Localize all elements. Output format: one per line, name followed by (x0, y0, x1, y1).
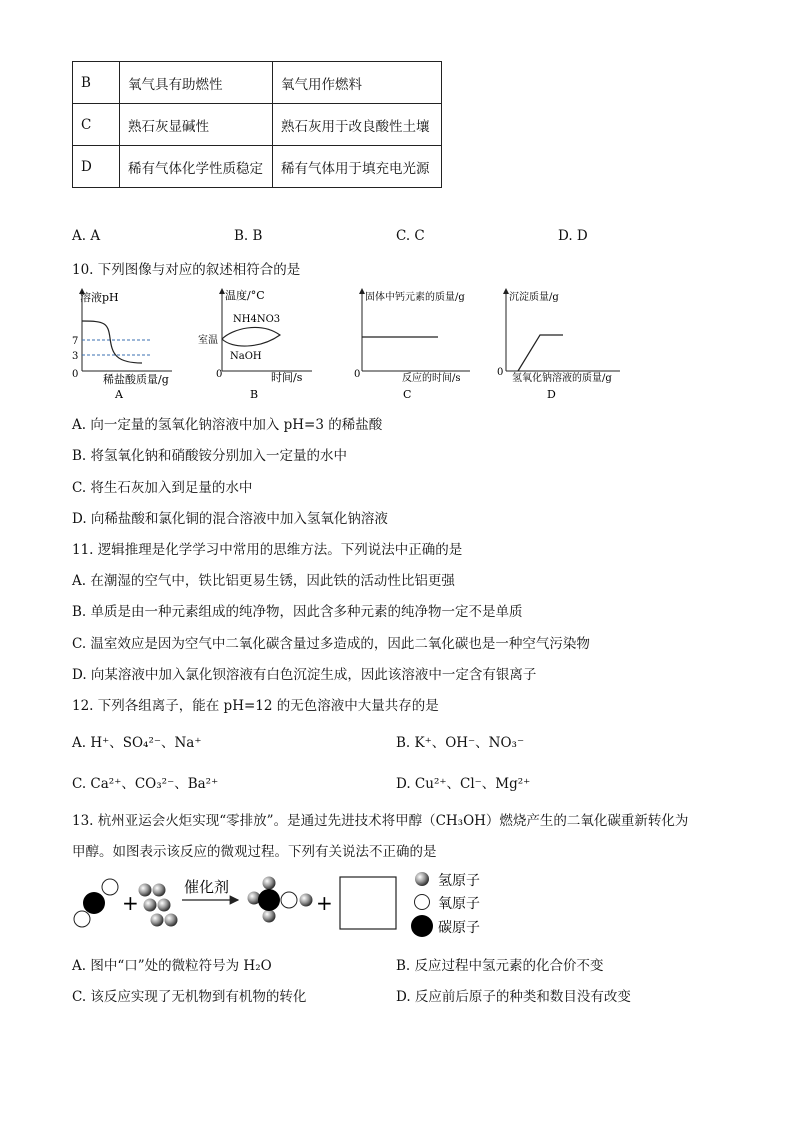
graph-b-naoh: NaOH (230, 351, 262, 362)
row-property: 熟石灰显碱性 (120, 104, 273, 146)
graph-d-xlabel: 氢氧化钠溶液的质量/g (512, 373, 612, 384)
q10-stem: 10. 下列图像与对应的叙述相符合的是 (72, 262, 301, 278)
reaction-diagram (66, 866, 506, 946)
graph-b-curves (222, 327, 280, 346)
graph-a-ylabel: 溶液pH (80, 291, 119, 304)
legend-oxygen: 氧原子 (438, 896, 480, 912)
graph-a-tick-7: 7 (72, 336, 79, 347)
q11-option-b: B. 单质是由一种元素组成的纯净物，因此含多种元素的纯净物一定不是单质 (72, 604, 523, 620)
q12-option-b: B. K⁺、OH⁻、NO₃⁻ (396, 735, 525, 751)
q10-option-a: A. 向一定量的氢氧化钠溶液中加入 pH=3 的稀盐酸 (72, 417, 383, 433)
q12-option-c: C. Ca²⁺、CO₃²⁻、Ba²⁺ (72, 776, 219, 792)
atom-legend (411, 872, 480, 937)
q9-option-d: D. D (558, 228, 588, 244)
q9-option-a: A. A (72, 228, 101, 244)
graph-d-caption: D (547, 388, 556, 401)
q13-option-d: D. 反应前后原子的种类和数目没有改变 (396, 989, 631, 1005)
row-label: D (73, 146, 120, 188)
graph-c (354, 290, 470, 401)
row-property: 氧气具有助燃性 (120, 62, 273, 104)
q13-stem-line2: 甲醇。如图表示该反应的微观过程。下列有关说法不正确的是 (72, 844, 437, 860)
q10-graphs (60, 283, 640, 405)
graph-a-caption: A (115, 388, 123, 401)
q12-option-a: A. H⁺、SO₄²⁻、Na⁺ (72, 735, 202, 751)
row-use: 稀有气体用于填充电光源 (273, 146, 442, 188)
row-label: C (73, 104, 120, 146)
graph-b-xlabel: 时间/s (271, 371, 303, 384)
q11-stem: 11. 逻辑推理是化学学习中常用的思维方法。下列说法中正确的是 (72, 542, 463, 558)
table-row (73, 62, 442, 104)
graph-a-xlabel: 稀盐酸质量/g (103, 373, 169, 386)
q12-option-d: D. Cu²⁺、Cl⁻、Mg²⁺ (396, 776, 531, 792)
q10-option-d: D. 向稀盐酸和氯化铜的混合溶液中加入氢氧化钠溶液 (72, 511, 388, 527)
graph-b (198, 288, 312, 401)
legend-carbon: 碳原子 (438, 920, 480, 936)
graph-d-ylabel: 沉淀质量/g (509, 292, 559, 303)
row-use: 熟石灰用于改良酸性土壤 (273, 104, 442, 146)
graph-d-origin: 0 (497, 367, 504, 378)
co2-molecule (74, 879, 118, 927)
graph-b-caption: B (250, 388, 259, 401)
q11-option-a: A. 在潮湿的空气中，铁比铝更易生锈，因此铁的活动性比铝更强 (72, 573, 455, 589)
methanol-molecule (248, 877, 313, 923)
oxygen-atom-icon (415, 895, 430, 910)
q10-option-b: B. 将氢氧化钠和硝酸铵分别加入一定量的水中 (72, 448, 348, 464)
hydrogen-atom-icon (415, 872, 429, 886)
q9-option-c: C. C (396, 228, 425, 244)
graph-b-room-temp: 室温 (198, 335, 218, 346)
graph-c-origin: 0 (354, 369, 361, 380)
q13-option-c: C. 该反应实现了无机物到有机物的转化 (72, 989, 307, 1005)
graph-a-origin: 0 (72, 369, 79, 380)
graph-d (497, 290, 620, 401)
graph-c-caption: C (403, 388, 412, 401)
table-row (73, 104, 442, 146)
q13-stem-line1: 13. 杭州亚运会火炬实现“零排放”。是通过先进技术将甲醇（CH₃OH）燃烧产生的二氧化碳重新转化为 (72, 813, 689, 829)
q13-option-b: B. 反应过程中氢元素的化合价不变 (396, 958, 604, 974)
row-use: 氧气用作燃料 (273, 62, 442, 104)
row-property: 稀有气体化学性质稳定 (120, 146, 273, 188)
catalyst-label: 催化剂 (184, 878, 230, 896)
row-label: B (73, 62, 120, 104)
graph-b-origin: 0 (216, 369, 223, 380)
legend-hydrogen: 氢原子 (438, 873, 480, 889)
table-row (73, 146, 442, 188)
graph-a-curve (82, 321, 142, 363)
graph-c-xlabel: 反应的时间/s (402, 373, 461, 384)
property-use-table (72, 61, 442, 188)
q11-option-d: D. 向某溶液中加入氯化钡溶液有白色沉淀生成，因此该溶液中一定含有银离子 (72, 667, 537, 683)
q11-option-c: C. 温室效应是因为空气中二氧化碳含量过多造成的，因此二氧化碳也是一种空气污染物 (72, 636, 590, 652)
graph-b-nh4no3: NH4NO3 (233, 314, 281, 325)
svg-text:+: + (122, 891, 139, 915)
graph-a (72, 290, 172, 401)
graph-c-ylabel: 固体中钙元素的质量/g (365, 292, 465, 303)
graph-d-line (518, 335, 563, 371)
svg-text:+: + (316, 891, 333, 915)
q9-option-b: B. B (234, 228, 263, 244)
q10-option-c: C. 将生石灰加入到足量的水中 (72, 480, 253, 496)
graph-b-ylabel: 温度/°C (225, 289, 265, 302)
carbon-atom-icon (411, 915, 433, 937)
q13-option-a: A. 图中“口”处的微粒符号为 H₂O (72, 958, 272, 974)
h2-molecules (139, 884, 178, 927)
q12-stem: 12. 下列各组离子，能在 pH=12 的无色溶液中大量共存的是 (72, 698, 439, 714)
graph-a-tick-3: 3 (72, 351, 79, 362)
unknown-product-box (340, 877, 396, 929)
